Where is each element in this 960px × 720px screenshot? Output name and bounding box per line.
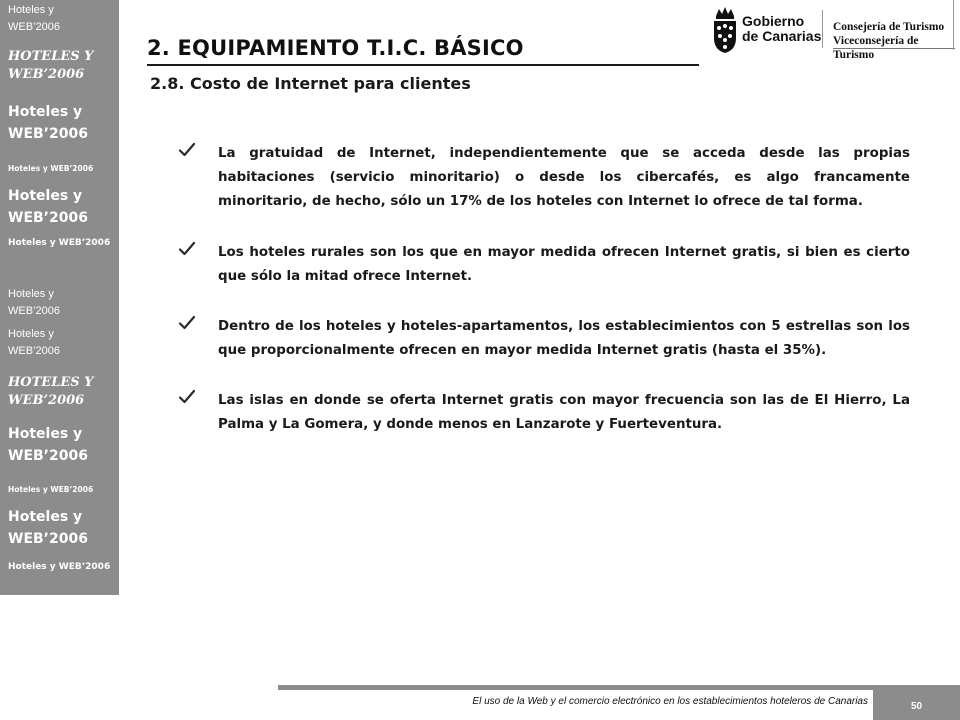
bullet-text: Las islas en donde se oferta Internet gratis con mayor frecuencia son las de El Hierro, La Palma y La Gomera, y donde menos en Lanzarote y Fuerteventura. [218,393,910,432]
page-number: 50 [910,701,923,712]
sidebar-label: Hoteles y WEB’2006 [8,288,60,318]
bullet-text: Los hoteles rurales son los que en mayor medida ofrecen Internet gratis, si bien es cierto que sólo la mitad ofrece Internet. [218,245,910,284]
sidebar-label: Hoteles y WEB’2006 [8,562,111,572]
gobierno-wordmark [742,14,821,44]
sidebar-label: Hoteles y WEB’2006 [8,104,88,142]
bullet-item [178,241,910,289]
sidebar-label: Hoteles y WEB’2006 [8,4,60,34]
title-underline [147,64,699,66]
footer-caption: El uso de la Web y el comercio electrónico en los establecimientos hoteleros de Canarias [472,696,868,707]
consejeria-logo [833,20,960,62]
checkmark-icon [178,314,196,332]
sidebar-label: Hoteles y WEB’2006 [8,509,88,547]
sidebar-label: Hoteles y WEB’2006 [8,485,94,494]
bullet-text: La gratuidad de Internet, independientemente que se acceda desde las propias habitaciones (servicio minoritario) o desde los cibercafés, es algo francamente minoritario, de hecho, sólo un 17% de los hoteles con Internet lo ofrece de tal forma. [218,146,910,209]
gobierno-canarias-logo [712,6,832,56]
sidebar-label: Hoteles y WEB’2006 [8,188,88,226]
bullet-item [178,142,910,214]
header-edge [953,0,960,50]
sidebar-label: HOTELES Y WEB’2006 [8,49,94,82]
page-title: 2. EQUIPAMIENTO T.I.C. BÁSICO [147,36,524,60]
sidebar-label: Hoteles y WEB’2006 [8,164,94,173]
sidebar [0,0,119,595]
logo-divider [822,10,823,48]
gobierno-line-2: de Canarias [742,28,822,44]
page-subtitle: 2.8. Costo de Internet para clientes [150,74,471,93]
sidebar-label: Hoteles y WEB’2006 [8,328,60,358]
page-number-box [873,690,960,720]
sidebar-label: Hoteles y WEB’2006 [8,426,88,464]
bullet-text: Dentro de los hoteles y hoteles-apartamentos, los establecimientos con 5 estrellas son los que proporcionalmente ofrecen en mayor medida Internet gratis (hasta el 35%). [218,319,910,358]
consejeria-line-1: Consejería de Turismo [833,21,945,33]
checkmark-icon [178,141,196,159]
checkmark-icon [178,388,196,406]
sidebar-label: Hoteles y WEB’2006 [8,238,111,248]
bullet-item [178,389,910,437]
header-rule [833,48,955,49]
coat-of-arms-icon [712,6,738,54]
gobierno-line-1: Gobierno [742,13,805,29]
checkmark-icon [178,240,196,258]
sidebar-label: HOTELES Y WEB’2006 [8,375,94,408]
consejeria-line-2: Viceconsejería de Turismo [833,35,919,61]
bullet-item [178,315,910,363]
